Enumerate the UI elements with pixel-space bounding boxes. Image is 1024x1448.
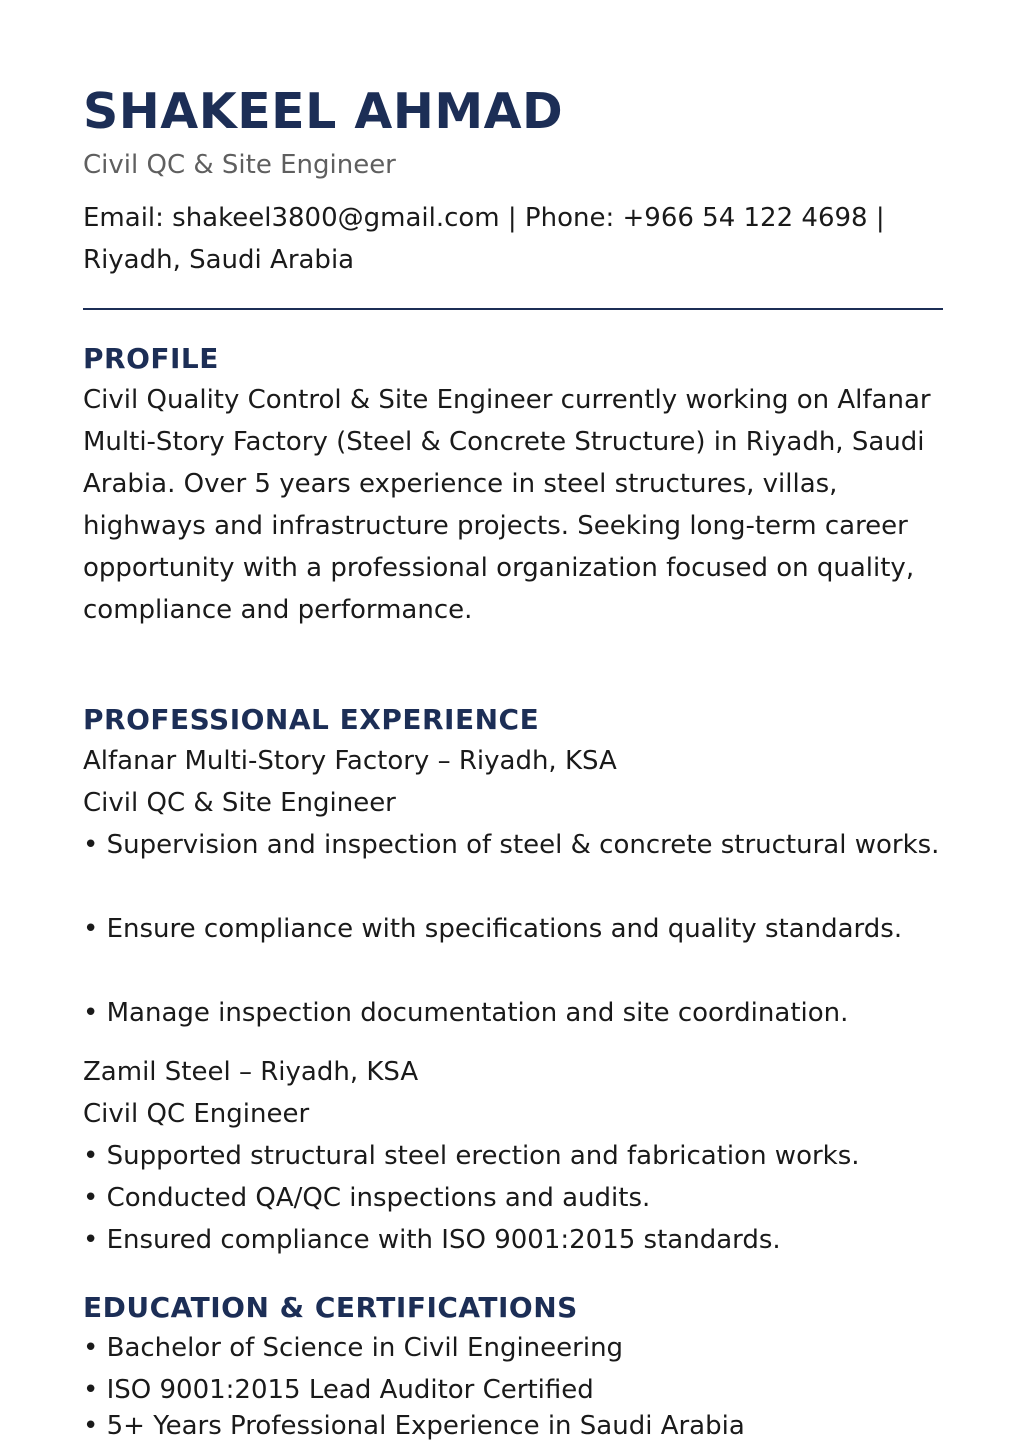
candidate-name: SHAKEEL AHMAD	[83, 83, 564, 140]
job-bullet: • Ensure compliance with specifications and quality standards.	[83, 914, 903, 944]
education-heading: EDUCATION & CERTIFICATIONS	[83, 1291, 578, 1324]
header-divider	[83, 308, 943, 310]
job-role: Civil QC Engineer	[83, 1099, 310, 1129]
contact-info: Email: shakeel3800@gmail.com | Phone: +966 54 122 4698 | Riyadh, Saudi Arabia	[83, 203, 885, 275]
job-company: Alfanar Multi-Story Factory – Riyadh, KSA	[83, 746, 617, 776]
job-bullet: • Supported structural steel erection and fabrication works.	[83, 1141, 860, 1171]
education-item: • Bachelor of Science in Civil Engineering	[83, 1333, 624, 1363]
job-role: Civil QC & Site Engineer	[83, 788, 396, 818]
education-item: • ISO 9001:2015 Lead Auditor Certified	[83, 1375, 594, 1405]
education-item: • 5+ Years Professional Experience in Saudi Arabia	[83, 1411, 745, 1441]
profile-text: Civil Quality Control & Site Engineer currently working on Alfanar Multi-Story Factory (Steel & Concrete Structure) in Riyadh, Saudi Arabia. Over 5 years experience in steel structures, villas, highways and infrastructure projects. Seeking long-term career opportunity with a professional organization focused on quality, compliance and performance.	[83, 385, 931, 625]
job-bullet: • Manage inspection documentation and site coordination.	[83, 998, 849, 1028]
profile-heading: PROFILE	[83, 342, 219, 375]
candidate-title: Civil QC & Site Engineer	[83, 150, 396, 180]
job-bullet: • Conducted QA/QC inspections and audits.	[83, 1183, 651, 1213]
job-bullet: • Supervision and inspection of steel & concrete structural works.	[83, 830, 940, 860]
experience-heading: PROFESSIONAL EXPERIENCE	[83, 703, 540, 736]
job-company: Zamil Steel – Riyadh, KSA	[83, 1057, 419, 1087]
job-bullet: • Ensured compliance with ISO 9001:2015 standards.	[83, 1225, 781, 1255]
